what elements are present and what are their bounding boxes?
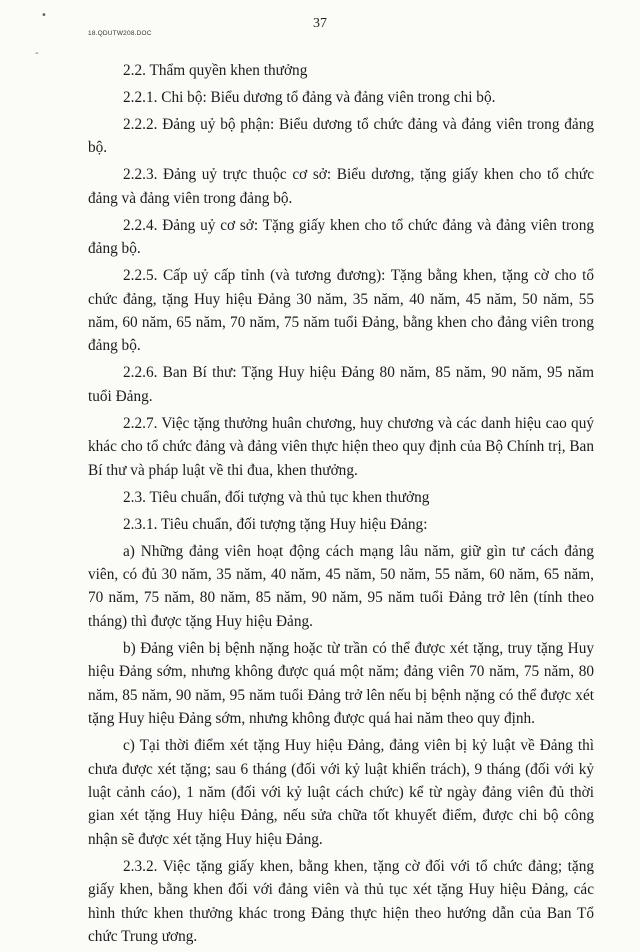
header-file-name: 18.QDUTW208.DOC [88, 30, 152, 37]
paragraph-2-2-6: 2.2.6. Ban Bí thư: Tặng Huy hiệu Đảng 80 năm, 85 năm, 90 năm, 95 năm tuổi Đảng. [88, 364, 594, 405]
section-heading-2-2: 2.2. Thẩm quyền khen thưởng [123, 62, 308, 79]
paragraph-item-a: a) Những đảng viên hoạt động cách mạng lâu năm, giữ gìn tư cách đảng viên, có đủ 30 năm, 35 năm, 40 năm, 45 năm, 50 năm, 55 năm, 60 năm, 65 năm, 70 năm, 75 năm, 80 năm, 85 năm, 90 năm, 95 năm tuổi Đảng trở lên (tính theo tháng) thì được tặng Huy hiệu Đảng. [88, 542, 594, 630]
paragraph-2-2-3: 2.2.3. Đảng uỷ trực thuộc cơ sở: Biểu dương, tặng giấy khen cho tổ chức đảng và đảng viên trong đảng bộ. [88, 166, 594, 207]
paragraph-2-3-2: 2.3.2. Việc tặng giấy khen, bằng khen, tặng cờ đối với tổ chức đảng; tặng giấy khen, bằng khen đối với đảng viên và thủ tục xét tặng Huy hiệu Đảng, các hình thức khen thưởng khác trong Đảng thực hiện theo hướng dẫn của Ban Tổ chức Trung ương. [88, 857, 594, 945]
paragraph-2-2-1: 2.2.1. Chi bộ: Biểu dương tổ đảng và đảng viên trong chi bộ. [123, 89, 496, 106]
paragraph-2-2-7: 2.2.7. Việc tặng thưởng huân chương, huy chương và các danh hiệu cao quý khác cho tổ chức đảng và đảng viên thực hiện theo quy định của Bộ Chính trị, Ban Bí thư và pháp luật về thi đua, khen thưởng. [88, 414, 594, 479]
paragraph-item-c: c) Tại thời điểm xét tặng Huy hiệu Đảng, đảng viên bị kỷ luật về Đảng thì chưa được xét tặng; sau 6 tháng (đối với kỷ luật khiển trách), 9 tháng (đối với kỷ luật cảnh cáo), 1 năm (đối với kỷ luật cách chức) kể từ ngày đảng viên đủ thời gian xét tặng Huy hiệu Đảng, nếu sửa chữa tốt khuyết điểm, được chi bộ công nhận sẽ được xét tặng Huy hiệu Đảng. [88, 737, 594, 848]
page-number: 37 [313, 16, 327, 31]
section-heading-2-3: 2.3. Tiêu chuẩn, đối tượng và thủ tục khen thưởng [123, 488, 430, 506]
paragraph-2-2-2: 2.2.2. Đảng uỷ bộ phận: Biểu dương tổ chức đảng và đảng viên trong đảng bộ. [88, 116, 594, 157]
document-body [88, 59, 594, 952]
paragraph-2-2-5: 2.2.5. Cấp uỷ cấp tỉnh (và tương đương): Tặng bằng khen, tặng cờ cho tổ chức đảng, tặng Huy hiệu Đảng 30 năm, 35 năm, 40 năm, 45 năm, 50 năm, 55 năm, 60 năm, 65 năm, 70 năm, 75 năm tuổi Đảng, bằng khen cho đảng viên trong đảng bộ. [88, 267, 594, 355]
scan-dot-mark: - [35, 48, 39, 59]
paragraph-item-b: b) Đảng viên bị bệnh nặng hoặc từ trần có thể được xét tặng, truy tặng Huy hiệu Đảng sớm, nhưng không được quá một năm; đảng viên 70 năm, 75 năm, 80 năm, 85 năm, 90 năm, 95 năm tuổi Đảng trở lên nếu bị bệnh nặng có thể được xét tặng Huy hiệu Đảng sớm, nhưng không được quá hai năm theo quy định. [88, 639, 594, 728]
paragraph-2-3-1: 2.3.1. Tiêu chuẩn, đối tượng tặng Huy hiệu Đảng: [123, 515, 428, 533]
scan-dot-mark: • [41, 10, 47, 21]
paragraph-2-2-4: 2.2.4. Đảng uỷ cơ sở: Tặng giấy khen cho tổ chức đảng và đảng viên trong đảng bộ. [88, 216, 594, 258]
